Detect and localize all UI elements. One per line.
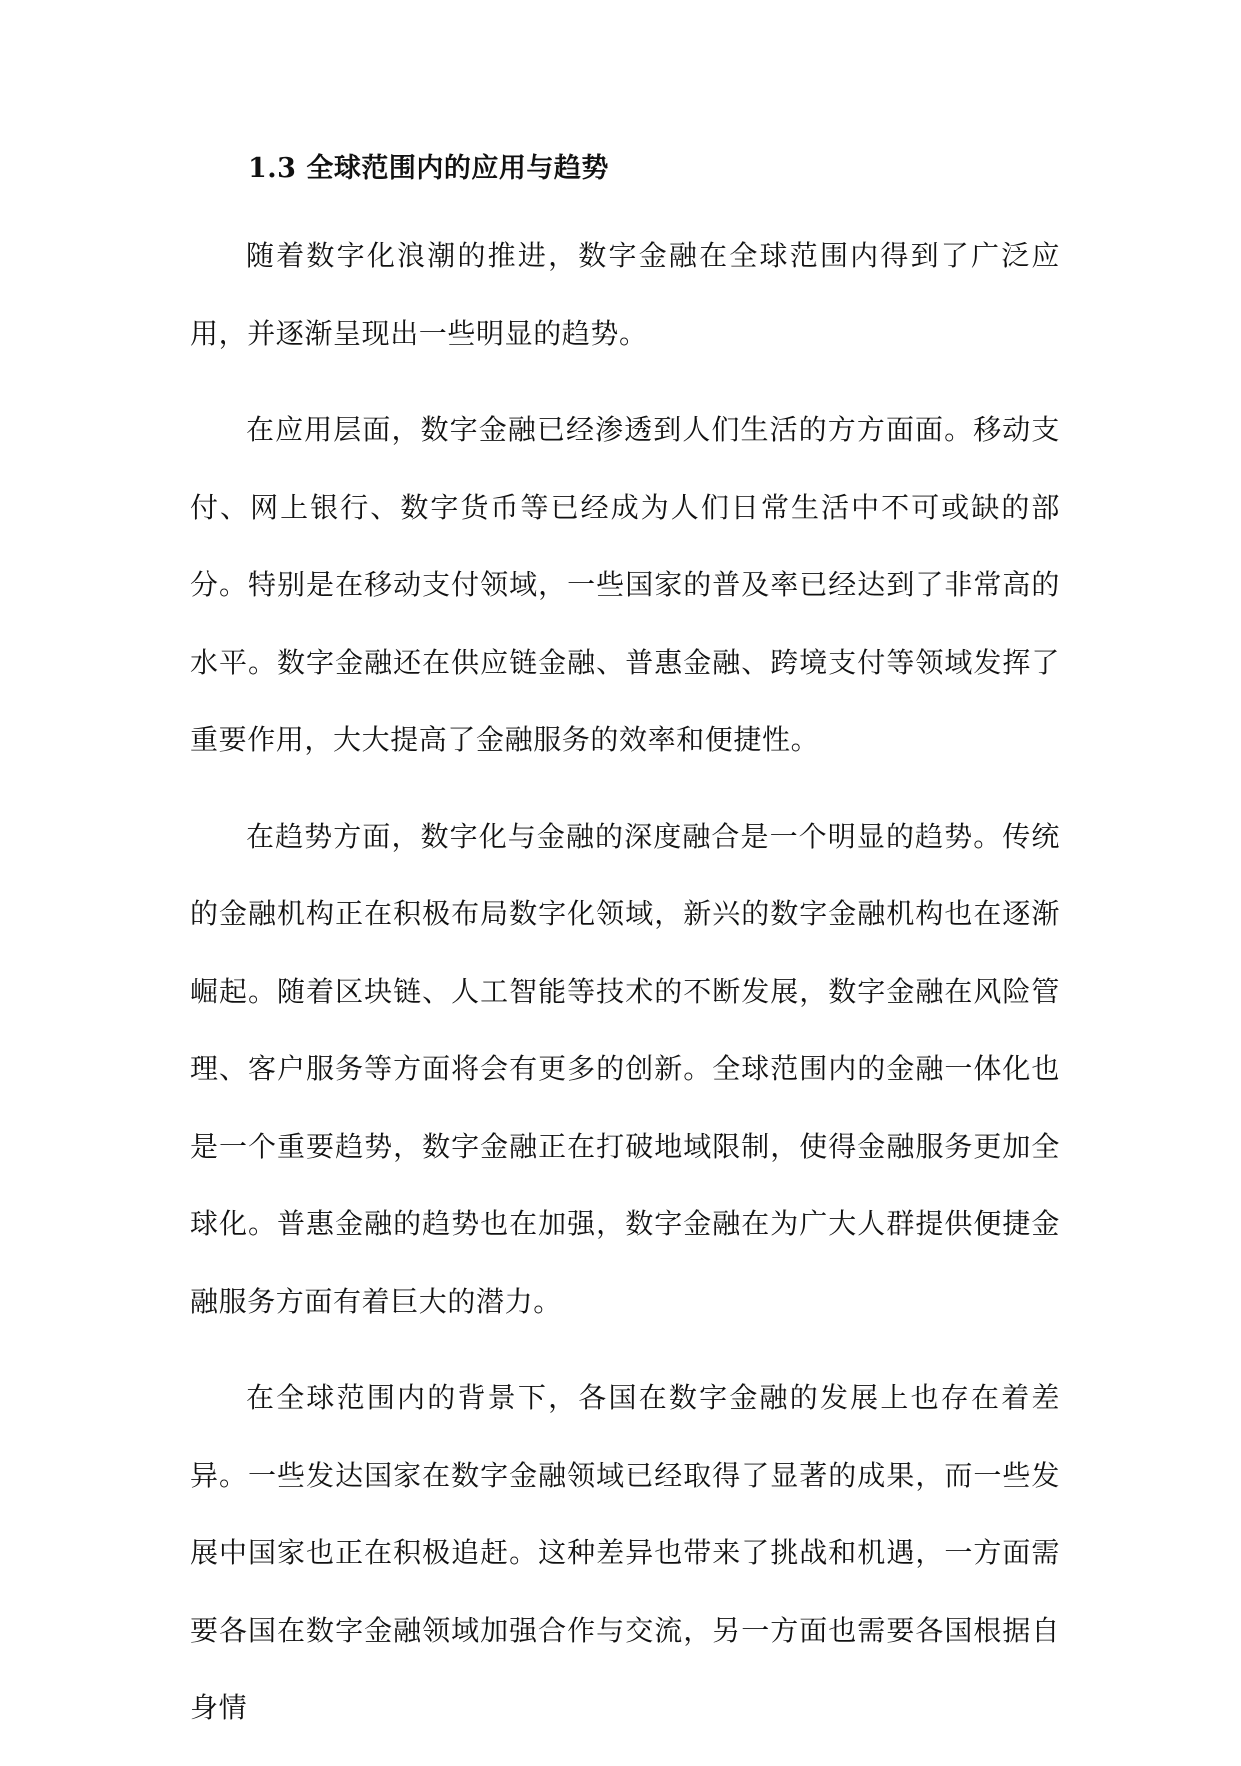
paragraph-differences: 在全球范围内的背景下，各国在数字金融的发展上也存在着差异。一些发达国家在数字金融领域已经取得了显著的成果，而一些发展中国家也正在积极追赶。这种差异也带来了挑战和机遇，一方面需要各国在数字金融领域加强合作与交流，另一方面也需要各国根据自身情 <box>190 1381 1060 1724</box>
document-page <box>190 140 1060 1766</box>
paragraph-trends: 在趋势方面，数字化与金融的深度融合是一个明显的趋势。传统的金融机构正在积极布局数字化领域，新兴的数字金融机构也在逐渐崛起。随着区块链、人工智能等技术的不断发展，数字金融在风险管理、客户服务等方面将会有更多的创新。全球范围内的金融一体化也是一个重要趋势，数字金融正在打破地域限制，使得金融服务更加全球化。普惠金融的趋势也在加强，数字金融在为广大人群提供便捷金融服务方面有着巨大的潜力。 <box>190 819 1060 1318</box>
paragraph-intro: 随着数字化浪潮的推进，数字金融在全球范围内得到了广泛应用，并逐渐呈现出一些明显的趋势。 <box>190 239 1060 350</box>
paragraph-applications: 在应用层面，数字金融已经渗透到人们生活的方方面面。移动支付、网上银行、数字货币等已经成为人们日常生活中不可或缺的部分。特别是在移动支付领域，一些国家的普及率已经达到了非常高的水平。数字金融还在供应链金融、普惠金融、跨境支付等领域发挥了重要作用，大大提高了金融服务的效率和便捷性。 <box>190 413 1060 756</box>
section-heading: 1.3 全球范围内的应用与趋势 <box>248 153 609 184</box>
